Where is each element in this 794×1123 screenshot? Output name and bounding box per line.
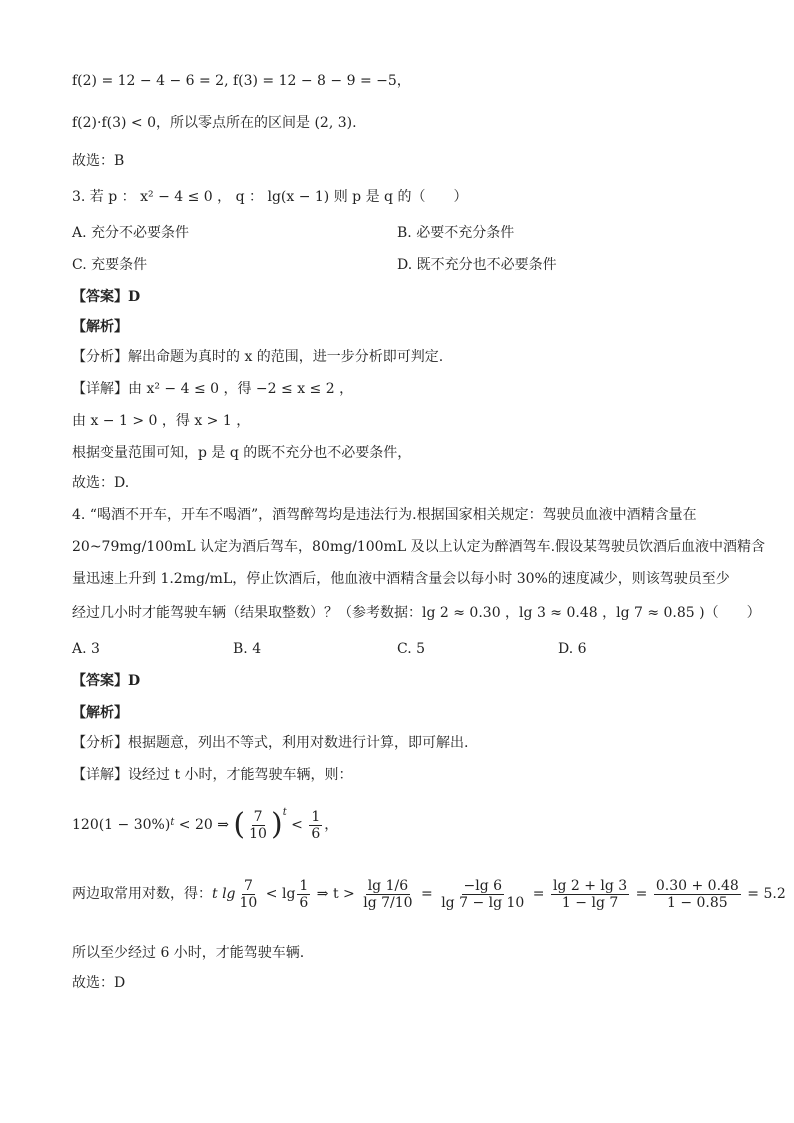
q3-option-a: A. 充分不必要条件 xyxy=(72,225,190,241)
q3-xiangjie: 【详解】由 x² − 4 ≤ 0 ，得 −2 ≤ x ≤ 2 ， xyxy=(72,381,354,397)
eq2-a-den: 10 xyxy=(239,894,258,911)
eq2-equals-1: = xyxy=(416,886,438,902)
eq2-fraction-e xyxy=(654,878,741,911)
eq1-lhs: 120(1 − 30%) xyxy=(72,817,171,833)
eq1-mid: < 20 ⇒ xyxy=(174,817,234,833)
eq2-big-den: lg 7/10 xyxy=(363,894,413,911)
eq2-b-den: 6 xyxy=(299,894,309,911)
eq2-b-num: 1 xyxy=(299,877,309,894)
eq2-big-num: lg 1/6 xyxy=(367,877,409,894)
q4-stem-line4: 经过几小时才能驾驶车辆（结果取整数）？（参考数据：lg 2 ≈ 0.30 ，lg 3 ≈ 0.48 ，lg 7 ≈ 0.85 )（ ） xyxy=(72,605,761,621)
eq2-prefix: 两边取常用对数，得： xyxy=(72,886,212,902)
eq2-result: = 5.2 xyxy=(742,886,786,902)
eq2-implies: ⇒ t > xyxy=(312,886,360,902)
q3-step2: 由 x − 1 > 0 ，得 x > 1 ， xyxy=(72,413,251,429)
q4-stem-line1: 4. “喝酒不开车，开车不喝酒”，酒驾醉驾均是违法行为.根据国家相关规定：驾驶员血液中酒精含量在 xyxy=(72,507,697,523)
eq1-frac-exponent: t xyxy=(282,807,287,818)
eq2-d-den: 1 − lg 7 xyxy=(561,894,619,911)
eq2-equals-3: = xyxy=(631,886,652,902)
q3-final: 故选：D. xyxy=(72,475,130,491)
q4-option-c: C. 5 xyxy=(397,641,426,657)
q4-option-b: B. 4 xyxy=(233,641,262,657)
q4-option-a: A. 3 xyxy=(72,641,100,657)
q4-fenxi: 【分析】根据题意，列出不等式，利用对数进行计算，即可解出. xyxy=(72,735,469,751)
formula-f2-f3: f(2) = 12 − 4 − 6 = 2, f(3) = 12 − 8 − 9 = −5， xyxy=(72,73,411,89)
eq1-fraction-7-10 xyxy=(247,809,269,842)
q3-option-c: C. 充要条件 xyxy=(72,257,148,273)
eq1-tail: ， xyxy=(324,817,339,833)
q3-answer-tag: 【答案】D xyxy=(72,289,141,305)
q3-fenxi: 【分析】解出命题为真时的 x 的范围，进一步分析即可判定. xyxy=(72,349,444,365)
q4-answer-tag: 【答案】D xyxy=(72,673,141,689)
eq2-big-fraction xyxy=(361,878,414,911)
eq2-lt-lg: < lg xyxy=(261,886,296,902)
eq2-fraction-1-6 xyxy=(297,878,310,911)
eq2-equals-2: = xyxy=(528,886,549,902)
q4-equation-1: 120(1 − 30%) $^t$ < 20 ⇒ ( $\frac{7}{10}$ ) $^t$ < $\frac{1}{6}$ ， xyxy=(72,800,338,850)
q3-option-d: D. 既不充分也不必要条件 xyxy=(397,257,557,273)
q4-option-d: D. 6 xyxy=(558,641,587,657)
eq2-fraction-7-10 xyxy=(238,878,260,911)
eq2-fraction-d xyxy=(551,878,629,911)
q3-stem: 3. 若 p ： x² − 4 ≤ 0 ， q ： lg(x − 1) 则 p 是 q 的（ ） xyxy=(72,189,468,205)
eq2-e-den: 1 − 0.85 xyxy=(666,894,728,911)
eq1-frac-num: 7 xyxy=(253,808,263,825)
eq2-t-lg: t lg xyxy=(212,886,236,902)
eq2-a-num: 7 xyxy=(243,877,253,894)
eq1-frac-den: 10 xyxy=(249,825,267,842)
eq2-c-den: lg 7 − lg 10 xyxy=(441,894,525,911)
eq1-exponent: t xyxy=(170,817,175,828)
eq1-r-num: 1 xyxy=(311,808,321,825)
eq2-c-num: −lg 6 xyxy=(463,877,503,894)
q4-final: 故选：D xyxy=(72,975,126,991)
q3-jiexi-tag: 【解析】 xyxy=(72,319,128,335)
q4-stem-line3: 量迅速上升到 1.2mg/mL，停止饮酒后，他血液中酒精含量会以每小时 30%的速度减少，则该驾驶员至少 xyxy=(72,571,730,587)
q4-stem-line2: 20~79mg/100mL 认定为酒后驾车，80mg/100mL 及以上认定为醉酒驾车.假设某驾驶员饮酒后血液中酒精含 xyxy=(72,539,766,555)
q4-jiexi-tag: 【解析】 xyxy=(72,705,128,721)
q4-xiangjie: 【详解】设经过 t 小时，才能驾驶车辆，则： xyxy=(72,767,353,783)
eq1-r-den: 6 xyxy=(311,825,321,842)
q3-step3: 根据变量范围可知，p 是 q 的既不充分也不必要条件， xyxy=(72,445,412,461)
eq1-lt: < xyxy=(286,817,308,833)
eq2-fraction-c xyxy=(439,878,526,911)
q4-equation-2 xyxy=(72,858,786,930)
answer-b: 故选：B xyxy=(72,153,125,169)
eq1-fraction-1-6 xyxy=(309,809,322,842)
q4-conclusion: 所以至少经过 6 小时，才能驾驶车辆. xyxy=(72,945,305,961)
eq2-e-num: 0.30 + 0.48 xyxy=(655,877,739,894)
formula-zero-interval: f(2)·f(3) < 0，所以零点所在的区间是 (2, 3). xyxy=(72,115,357,131)
q3-option-b: B. 必要不充分条件 xyxy=(397,225,515,241)
eq2-d-num: lg 2 + lg 3 xyxy=(552,877,628,894)
